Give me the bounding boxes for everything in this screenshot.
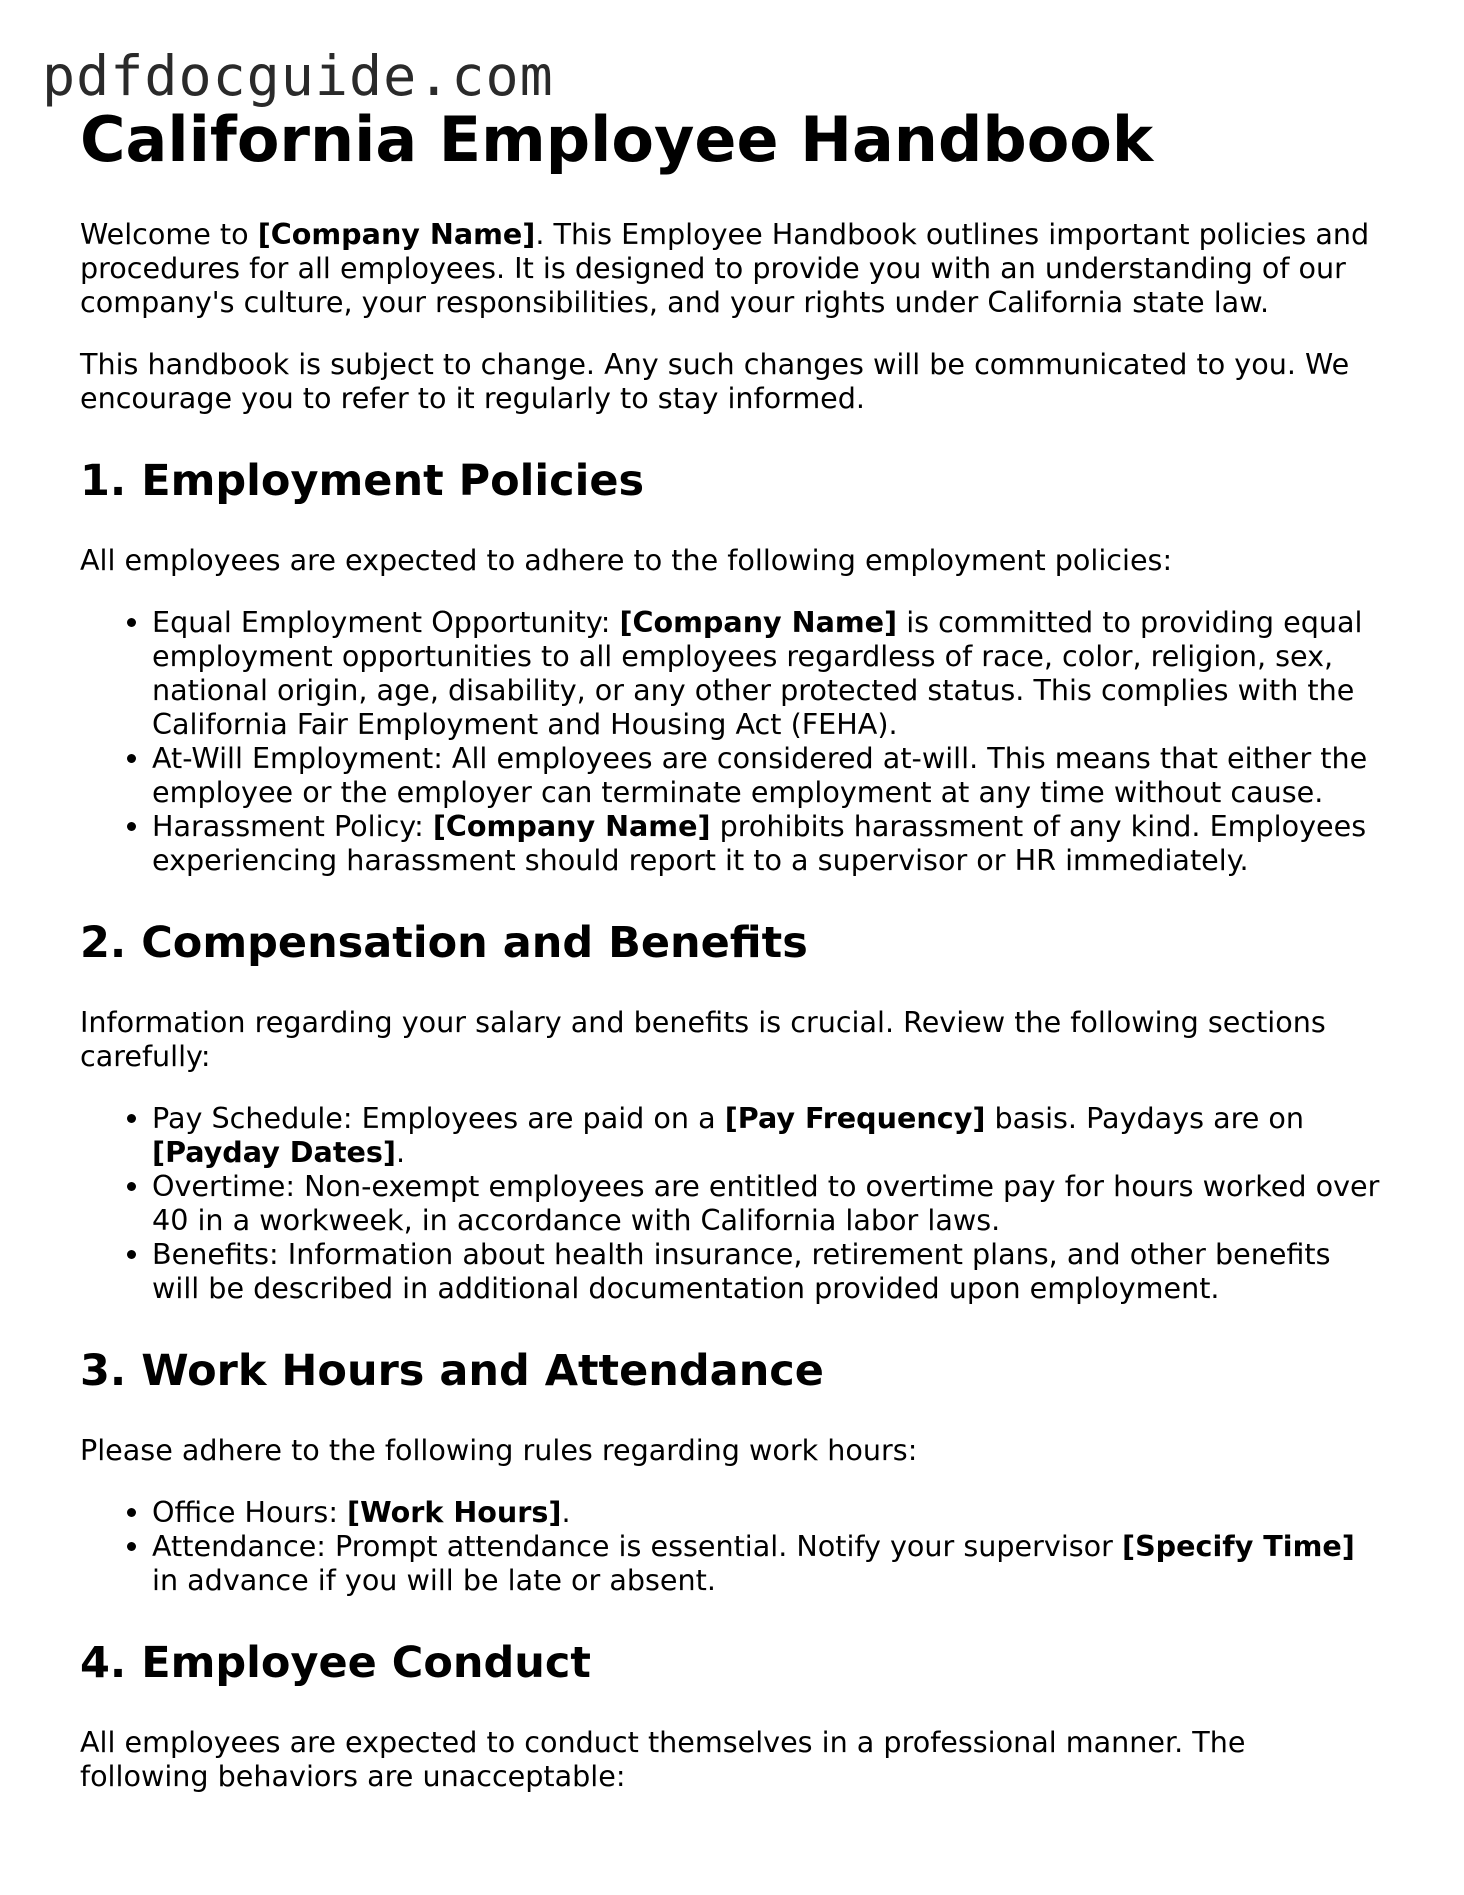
section-intro: Please adhere to the following rules regarding work hours: xyxy=(80,1433,918,1467)
section-heading-employee-conduct: 4. Employee Conduct xyxy=(80,1638,591,1688)
list-item: • Attendance: Prompt attendance is essential. Notify your supervisor [Specify Time] in advance if you will be late or absent. xyxy=(152,1529,1380,1597)
payday-dates-placeholder: [Payday Dates] xyxy=(152,1135,396,1169)
company-name-placeholder: [Company Name] xyxy=(257,217,536,251)
list-item: • Equal Employment Opportunity: [Company Name] is committed to providing equal employment opportunities to all employees regardless of race, color, religion, sex, national origin, age, disability, or any other protected status. This complies with the California Fair Employment and Housing Act (FEHA). xyxy=(152,605,1380,741)
section-heading-work-hours: 3. Work Hours and Attendance xyxy=(80,1346,824,1396)
watermark: pdfdocguide.com xyxy=(42,44,554,108)
list-item: • Office Hours: [Work Hours]. xyxy=(152,1495,1380,1529)
intro-paragraph-2: This handbook is subject to change. Any such changes will be communicated to you. We encourage you to refer to it regularly to stay informed. xyxy=(80,347,1350,415)
compensation-list xyxy=(80,1101,1380,1305)
list-item: • At-Will Employment: All employees are considered at-will. This means that either the employee or the employer can terminate employment at any time without cause. xyxy=(152,741,1380,809)
list-item: • Harassment Policy: [Company Name] prohibits harassment of any kind. Employees experiencing harassment should report it to a supervisor or HR immediately. xyxy=(152,809,1380,877)
section-intro: All employees are expected to conduct themselves in a professional manner. The following behaviors are unacceptable: xyxy=(80,1725,1246,1793)
list-item: • Overtime: Non-exempt employees are entitled to overtime pay for hours worked over 40 in a workweek, in accordance with California labor laws. xyxy=(152,1169,1380,1237)
section-heading-compensation: 2. Compensation and Benefits xyxy=(80,918,808,968)
list-item: • Pay Schedule: Employees are paid on a [Pay Frequency] basis. Paydays are on [Payday Dates]. xyxy=(152,1101,1380,1169)
work-hours-placeholder: [Work Hours] xyxy=(347,1495,562,1529)
section-intro: All employees are expected to adhere to the following employment policies: xyxy=(80,543,1173,577)
section-heading-employment-policies: 1. Employment Policies xyxy=(80,456,645,506)
page-title: California Employee Handbook xyxy=(80,103,1154,176)
section-intro: Information regarding your salary and benefits is crucial. Review the following sections carefully: xyxy=(80,1005,1326,1073)
employment-policies-list xyxy=(80,605,1380,877)
work-hours-list xyxy=(80,1495,1380,1597)
pay-frequency-placeholder: [Pay Frequency] xyxy=(724,1101,986,1135)
specify-time-placeholder: [Specify Time] xyxy=(1122,1529,1355,1563)
company-name-placeholder: [Company Name] xyxy=(619,605,898,639)
document-page xyxy=(80,103,1380,1821)
list-item: • Benefits: Information about health insurance, retirement plans, and other benefits will be described in additional documentation provided upon employment. xyxy=(152,1237,1380,1305)
intro-paragraph-1: Welcome to [Company Name]. This Employee Handbook outlines important policies and procedures for all employees. It is designed to provide you with an understanding of our company's culture, your responsibilities, and your rights under California state law. xyxy=(80,217,1370,319)
company-name-placeholder: [Company Name] xyxy=(432,809,711,843)
